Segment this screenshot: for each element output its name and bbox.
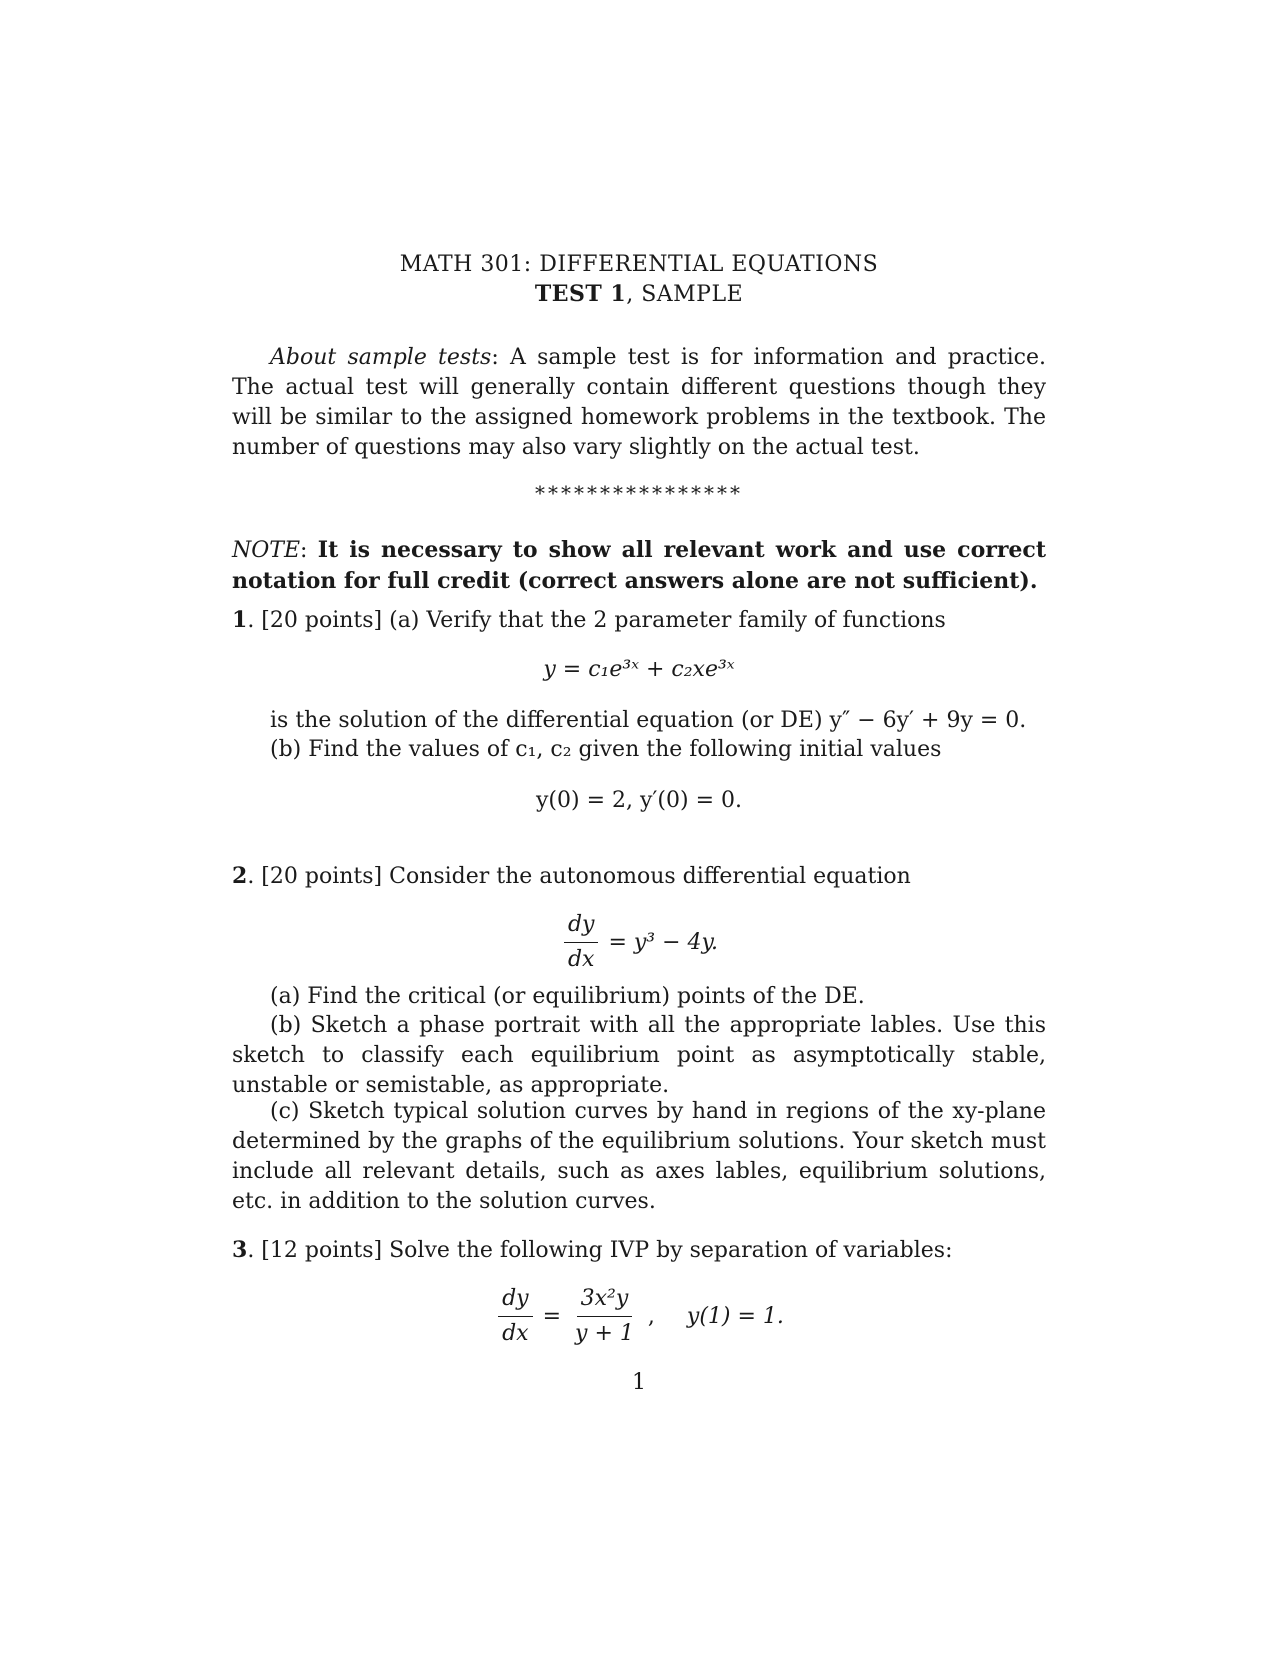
about-paragraph [232, 343, 1046, 463]
question-3-rhs-fraction [571, 1284, 638, 1349]
question-3-lhs-fraction [498, 1284, 533, 1349]
note-paragraph [232, 535, 1046, 597]
question-1-formula: y = c₁e³ˣ + c₂xe³ˣ [543, 657, 735, 682]
question-3-heading [232, 1235, 1046, 1266]
question-3-text: . [12 points] Solve the following IVP by separation of variables: [247, 1238, 953, 1263]
test-title-bold: TEST 1 [534, 281, 627, 307]
question-1-part-a: is the solution of the differential equation (or DE) y″ − 6y′ + 9y = 0. [270, 708, 1027, 733]
note-colon: : [300, 538, 318, 563]
question-3-lhs-denominator: dx [502, 1321, 529, 1346]
question-2-part-b: (b) Sketch a phase portrait with all the appropriate lables. Use this sketch to classify each equilibrium point as asymptotically stable, unstable or semistable, as appropriate. [232, 1013, 1046, 1098]
question-1-number: 1 [232, 607, 248, 633]
question-3-initial-value: y(1) = 1. [686, 1303, 784, 1329]
question-1-text: . [20 points] (a) Verify that the 2 parameter family of functions [247, 608, 946, 633]
question-1-initial-values: y(0) = 2, y′(0) = 0. [536, 788, 742, 813]
about-lead: About sample tests [270, 345, 492, 370]
question-2-text: . [20 points] Consider the autonomous differential equation [247, 864, 911, 889]
question-2-fraction-numerator: dy [564, 910, 599, 943]
question-2-heading [232, 861, 1046, 892]
question-3-number: 3 [232, 1237, 248, 1263]
question-3-rhs-numerator: 3x²y [577, 1284, 633, 1317]
question-2-part-a: (a) Find the critical (or equilibrium) points of the DE. [270, 984, 865, 1009]
question-3-equation [232, 1284, 1046, 1349]
note-text: It is necessary to show all relevant work and use correct notation for full credit (correct answers alone are not sufficient). [232, 537, 1046, 594]
question-3-equals: = [542, 1303, 562, 1329]
question-3-comma: , [647, 1303, 655, 1329]
test-title-rest: , SAMPLE [626, 282, 744, 307]
separator-stars: **************** [535, 481, 743, 505]
question-2-fraction [564, 910, 599, 975]
question-1-heading [232, 605, 1046, 636]
question-1-part-b: (b) Find the values of c₁, c₂ given the following initial values [270, 737, 942, 762]
question-3-rhs-denominator: y + 1 [575, 1321, 634, 1346]
about-text: : A sample test is for information and practice. The actual test will generally contain different questions though they will be similar to the assigned homework problems in the textbook. The number of questions may also vary slightly on the actual test. [232, 345, 1046, 460]
note-lead: NOTE [232, 538, 301, 563]
page-number: 1 [632, 1370, 646, 1395]
test-title [232, 279, 1046, 310]
question-2-rhs: = y³ − 4y. [608, 929, 719, 955]
question-2-fraction-denominator: dx [567, 947, 595, 972]
course-title: MATH 301: DIFFERENTIAL EQUATIONS [399, 252, 879, 277]
question-2-equation [232, 910, 1046, 975]
question-2-part-c: (c) Sketch typical solution curves by hand in regions of the xy-plane determined by the graphs of the equilibrium solutions. Your sketch must include all relevant details, such as axes lables, equilibrium solutions, etc. in addition to the solution curves. [232, 1099, 1046, 1214]
question-2-number: 2 [232, 863, 248, 889]
question-3-lhs-numerator: dy [498, 1284, 533, 1317]
